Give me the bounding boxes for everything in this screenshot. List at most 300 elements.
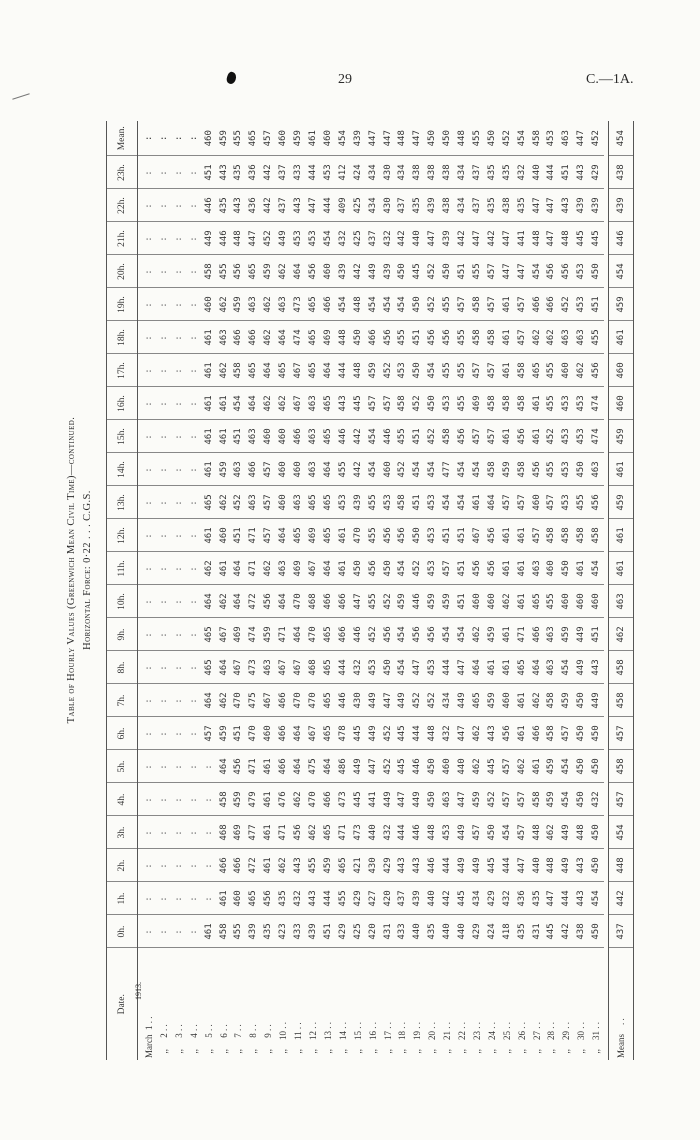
cell-value: 469 — [231, 618, 246, 651]
cell-value: 465 — [306, 288, 321, 321]
cell-value: 444 — [336, 651, 351, 684]
page-reference: C.—1A. — [586, 72, 634, 87]
table-row — [530, 121, 545, 1060]
cell-value: 460 — [589, 585, 604, 618]
cell-value: 439 — [589, 189, 604, 222]
cell-value: 465 — [291, 519, 306, 552]
cell-value: 465 — [306, 354, 321, 387]
cell-value: 453 — [425, 651, 440, 684]
cell-value: : — [187, 915, 202, 948]
cell-value: 464 — [485, 486, 500, 519]
cell-value: 450 — [425, 387, 440, 420]
cell-value: 453 — [574, 288, 589, 321]
cell-value: 438 — [425, 156, 440, 189]
cell-value: : — [172, 255, 187, 288]
row-date: ,, 26 . . — [516, 1022, 527, 1058]
cell-value: 466 — [276, 750, 291, 783]
cell-value: 463 — [276, 288, 291, 321]
cell-value: 459 — [217, 453, 232, 486]
cell-value: 448 — [574, 816, 589, 849]
cell-value: 462 — [217, 354, 232, 387]
cell-value: 461 — [202, 519, 217, 552]
cell-value: 456 — [395, 519, 410, 552]
table-row — [589, 121, 604, 1060]
table-row — [410, 121, 425, 1060]
cell-value: 464 — [217, 651, 232, 684]
cell-value: 464 — [261, 354, 276, 387]
mean-value: 437 — [609, 915, 634, 948]
cell-value: 452 — [381, 750, 396, 783]
cell-value: 464 — [231, 585, 246, 618]
cell-value: 443 — [395, 849, 410, 882]
cell-value: 445 — [395, 750, 410, 783]
cell-value: 451 — [231, 519, 246, 552]
cell-value: 458 — [395, 387, 410, 420]
cell-value: 443 — [231, 189, 246, 222]
cell-value: 453 — [425, 486, 440, 519]
mean-value: 461 — [609, 552, 634, 585]
cell-value: 440 — [425, 882, 440, 915]
table-row — [455, 121, 470, 1060]
cell-value: 434 — [366, 189, 381, 222]
cell-value: 434 — [395, 156, 410, 189]
cell-value: 467 — [291, 387, 306, 420]
cell-value: 461 — [500, 288, 515, 321]
cell-value: 465 — [515, 651, 530, 684]
cell-value: : — [187, 486, 202, 519]
cell-value: 430 — [381, 189, 396, 222]
cell-value: 443 — [485, 717, 500, 750]
cell-value: 465 — [246, 882, 261, 915]
cell-value: 446 — [336, 684, 351, 717]
cell-value: 443 — [217, 156, 232, 189]
cell-value: 461 — [261, 816, 276, 849]
cell-value: 450 — [589, 717, 604, 750]
row-mean: 460 — [202, 121, 217, 156]
cell-value: 440 — [455, 750, 470, 783]
row-date: ,, 3 . . — [173, 1024, 184, 1058]
col-header-hour: 10h. — [107, 585, 138, 618]
cell-value: 462 — [530, 684, 545, 717]
cell-value: 462 — [217, 585, 232, 618]
cell-value: 445 — [395, 717, 410, 750]
cell-value: 434 — [455, 189, 470, 222]
cell-value: 469 — [231, 816, 246, 849]
row-date: ,, 28 . . — [546, 1022, 557, 1058]
cell-value: : — [172, 882, 187, 915]
row-mean: 447 — [574, 121, 589, 156]
cell-value: 471 — [246, 750, 261, 783]
cell-value: 451 — [559, 156, 574, 189]
cell-value: 438 — [440, 189, 455, 222]
mean-value: 463 — [609, 585, 634, 618]
cell-value: 444 — [544, 156, 559, 189]
cell-value: 442 — [351, 255, 366, 288]
cell-value: 460 — [500, 684, 515, 717]
cell-value: 454 — [425, 354, 440, 387]
cell-value: : — [157, 651, 172, 684]
cell-value: 447 — [306, 189, 321, 222]
cell-value: 449 — [455, 816, 470, 849]
cell-value: 435 — [231, 156, 246, 189]
cell-value: 437 — [470, 189, 485, 222]
cell-value: 457 — [470, 420, 485, 453]
cell-value: 432 — [500, 882, 515, 915]
cell-value: 435 — [485, 156, 500, 189]
cell-value: 453 — [574, 387, 589, 420]
table-row — [515, 121, 530, 1060]
row-mean: 457 — [261, 121, 276, 156]
cell-value: : — [138, 585, 157, 618]
cell-value: : — [157, 255, 172, 288]
cell-value: 475 — [306, 750, 321, 783]
cell-value: 450 — [559, 552, 574, 585]
row-mean: 458 — [530, 121, 545, 156]
cell-value: 465 — [336, 849, 351, 882]
cell-value: 457 — [515, 486, 530, 519]
cell-value: 454 — [589, 882, 604, 915]
cell-value: 452 — [410, 552, 425, 585]
cell-value: 432 — [381, 816, 396, 849]
cell-value: 462 — [544, 816, 559, 849]
cell-value: 461 — [530, 420, 545, 453]
cell-value: 436 — [246, 189, 261, 222]
col-header-hour: 2h. — [107, 849, 138, 882]
means-label: Means . . — [609, 948, 634, 1060]
cell-value: 460 — [559, 354, 574, 387]
cell-value: 461 — [202, 915, 217, 948]
cell-value: 464 — [276, 585, 291, 618]
cell-value: 453 — [559, 486, 574, 519]
cell-value: 454 — [395, 288, 410, 321]
cell-value: 454 — [589, 552, 604, 585]
cell-value: 468 — [306, 651, 321, 684]
cell-value: 463 — [589, 453, 604, 486]
cell-value: 464 — [291, 618, 306, 651]
cell-value: 443 — [559, 189, 574, 222]
cell-value: 449 — [381, 783, 396, 816]
cell-value: 424 — [351, 156, 366, 189]
cell-value: 474 — [589, 387, 604, 420]
row-mean: 454 — [515, 121, 530, 156]
mean-value: 461 — [609, 519, 634, 552]
cell-value: 440 — [530, 849, 545, 882]
row-mean: 452 — [500, 121, 515, 156]
cell-value: : — [157, 585, 172, 618]
col-header-hour: 20h. — [107, 255, 138, 288]
cell-value: 456 — [515, 420, 530, 453]
cell-value: 444 — [321, 189, 336, 222]
cell-value: 454 — [410, 453, 425, 486]
cell-value: 448 — [351, 288, 366, 321]
row-mean: : — [138, 121, 157, 156]
col-header-hour: 21h. — [107, 222, 138, 255]
cell-value: 458 — [217, 915, 232, 948]
cell-value: : — [138, 684, 157, 717]
cell-value: 459 — [440, 585, 455, 618]
cell-value: 455 — [306, 849, 321, 882]
cell-value: 466 — [246, 321, 261, 354]
cell-value: 450 — [574, 783, 589, 816]
cell-value: : — [157, 717, 172, 750]
cell-value: 465 — [321, 684, 336, 717]
table-row — [500, 121, 515, 1060]
table-row — [440, 121, 455, 1060]
cell-value: 451 — [321, 915, 336, 948]
cell-value: : — [187, 552, 202, 585]
cell-value: 466 — [321, 783, 336, 816]
cell-value: : — [138, 453, 157, 486]
cell-value: : — [202, 849, 217, 882]
cell-value: 454 — [559, 750, 574, 783]
cell-value: 473 — [351, 816, 366, 849]
cell-value: 457 — [261, 453, 276, 486]
page-number: 29 — [338, 72, 352, 87]
cell-value: 461 — [217, 882, 232, 915]
cell-value: 447 — [544, 222, 559, 255]
cell-value: 453 — [306, 222, 321, 255]
cell-value: 455 — [544, 387, 559, 420]
cell-value: 460 — [217, 519, 232, 552]
cell-value: 444 — [395, 816, 410, 849]
table-row — [559, 121, 574, 1060]
cell-value: 429 — [336, 915, 351, 948]
cell-value: 435 — [425, 915, 440, 948]
col-header-hour: 8h. — [107, 651, 138, 684]
cell-value: 449 — [202, 222, 217, 255]
cell-value: 438 — [500, 189, 515, 222]
cell-value: 469 — [321, 321, 336, 354]
cell-value: : — [172, 783, 187, 816]
cell-value: 455 — [455, 387, 470, 420]
cell-value: 467 — [217, 618, 232, 651]
cell-value: 461 — [202, 321, 217, 354]
cell-value: 409 — [336, 189, 351, 222]
cell-value: : — [138, 420, 157, 453]
cell-value: 463 — [530, 552, 545, 585]
cell-value: 437 — [276, 156, 291, 189]
cell-value: 447 — [410, 651, 425, 684]
cell-value: 429 — [381, 849, 396, 882]
cell-value: 452 — [366, 618, 381, 651]
cell-value: 461 — [515, 717, 530, 750]
cell-value: 450 — [395, 255, 410, 288]
cell-value: 457 — [470, 816, 485, 849]
cell-value: 462 — [470, 618, 485, 651]
cell-value: : — [187, 750, 202, 783]
cell-value: 450 — [425, 750, 440, 783]
cell-value: 465 — [202, 651, 217, 684]
cell-value: 461 — [202, 354, 217, 387]
cell-value: 458 — [202, 255, 217, 288]
cell-value: 454 — [500, 816, 515, 849]
cell-value: 457 — [261, 486, 276, 519]
cell-value: 463 — [261, 651, 276, 684]
cell-value: 465 — [246, 354, 261, 387]
cell-value: 453 — [381, 486, 396, 519]
cell-value: 447 — [544, 189, 559, 222]
cell-value: : — [172, 321, 187, 354]
cell-value: 457 — [261, 519, 276, 552]
mean-value: 439 — [609, 189, 634, 222]
cell-value: 478 — [336, 717, 351, 750]
cell-value: 456 — [261, 882, 276, 915]
row-mean: 448 — [395, 121, 410, 156]
cell-value: 454 — [395, 552, 410, 585]
cell-value: 454 — [395, 651, 410, 684]
cell-value: 468 — [306, 585, 321, 618]
cell-value: 461 — [515, 552, 530, 585]
cell-value: : — [187, 519, 202, 552]
cell-value: 461 — [530, 750, 545, 783]
cell-value: 474 — [246, 618, 261, 651]
cell-value: 460 — [470, 585, 485, 618]
cell-value: 453 — [574, 255, 589, 288]
col-header-hour: 14h. — [107, 453, 138, 486]
row-date: ,, 4 . . — [188, 1024, 199, 1058]
row-date: ,, 17 . . — [382, 1022, 393, 1058]
cell-value: 455 — [455, 354, 470, 387]
cell-value: 456 — [231, 255, 246, 288]
cell-value: 454 — [381, 288, 396, 321]
cell-value: 461 — [202, 420, 217, 453]
table-row — [574, 121, 589, 1060]
cell-value: 445 — [485, 750, 500, 783]
cell-value: 462 — [470, 717, 485, 750]
cell-value: 472 — [246, 585, 261, 618]
cell-value: 457 — [470, 354, 485, 387]
row-date: ,, 27 . . — [531, 1022, 542, 1058]
col-header-hour: 4h. — [107, 783, 138, 816]
cell-value: 462 — [530, 321, 545, 354]
cell-value: 450 — [410, 519, 425, 552]
cell-value: 455 — [366, 486, 381, 519]
cell-value: 470 — [291, 585, 306, 618]
cell-value: 466 — [530, 618, 545, 651]
cell-value: : — [187, 618, 202, 651]
mean-value: 461 — [609, 453, 634, 486]
row-mean: 459 — [217, 121, 232, 156]
cell-value: 456 — [440, 321, 455, 354]
year-label: 1913. — [134, 982, 143, 1000]
cell-value: 447 — [515, 849, 530, 882]
col-header-hour: 5h. — [107, 750, 138, 783]
cell-value: 458 — [515, 453, 530, 486]
row-mean: 463 — [559, 121, 574, 156]
mean-value: 458 — [609, 750, 634, 783]
cell-value: : — [157, 156, 172, 189]
cell-value: 463 — [544, 651, 559, 684]
cell-value: 467 — [306, 717, 321, 750]
cell-value: 432 — [440, 717, 455, 750]
cell-value: 451 — [589, 288, 604, 321]
row-date: ,, 12 . . — [307, 1022, 318, 1058]
cell-value: 459 — [544, 783, 559, 816]
cell-value: 470 — [351, 519, 366, 552]
cell-value: 474 — [589, 420, 604, 453]
cell-value: 461 — [515, 519, 530, 552]
cell-value: 458 — [544, 684, 559, 717]
cell-value: 454 — [366, 288, 381, 321]
cell-value: : — [172, 222, 187, 255]
cell-value: 433 — [291, 915, 306, 948]
cell-value: : — [138, 849, 157, 882]
cell-value: 460 — [321, 255, 336, 288]
cell-value: 430 — [366, 849, 381, 882]
cell-value: : — [172, 519, 187, 552]
row-date: ,, 15 . . — [352, 1022, 363, 1058]
row-mean: 459 — [291, 121, 306, 156]
cell-value: 464 — [291, 255, 306, 288]
cell-value: 447 — [246, 222, 261, 255]
cell-value: 471 — [336, 816, 351, 849]
cell-value: 460 — [276, 486, 291, 519]
cell-value: 459 — [231, 288, 246, 321]
cell-value: 457 — [500, 750, 515, 783]
mean-value: 460 — [609, 387, 634, 420]
cell-value: 439 — [381, 255, 396, 288]
cell-value: 451 — [231, 717, 246, 750]
cell-value: : — [157, 618, 172, 651]
cell-value: : — [157, 816, 172, 849]
cell-value: 458 — [544, 519, 559, 552]
cell-value: 486 — [336, 750, 351, 783]
cell-value: 435 — [515, 189, 530, 222]
cell-value: : — [187, 816, 202, 849]
cell-value: 462 — [276, 255, 291, 288]
cell-value: 457 — [485, 255, 500, 288]
mean-value: 460 — [609, 354, 634, 387]
cell-value: 466 — [530, 288, 545, 321]
cell-value: 462 — [306, 816, 321, 849]
cell-value: 465 — [321, 420, 336, 453]
cell-value: 477 — [440, 453, 455, 486]
cell-value: : — [138, 156, 157, 189]
row-date: ,, 11 . . — [293, 1022, 304, 1058]
cell-value: 453 — [291, 222, 306, 255]
cell-value: 448 — [336, 321, 351, 354]
cell-value: 458 — [515, 354, 530, 387]
cell-value: 464 — [321, 453, 336, 486]
cell-value: 458 — [530, 783, 545, 816]
row-date: ,, 31 . . — [591, 1022, 602, 1058]
cell-value: 466 — [276, 717, 291, 750]
cell-value: 465 — [321, 618, 336, 651]
cell-value: : — [157, 486, 172, 519]
cell-value: 451 — [589, 618, 604, 651]
cell-value: : — [157, 387, 172, 420]
cell-value: 456 — [261, 585, 276, 618]
mean-value: 438 — [609, 156, 634, 189]
cell-value: 438 — [410, 156, 425, 189]
cell-value: : — [187, 651, 202, 684]
cell-value: 458 — [485, 453, 500, 486]
cell-value: 463 — [246, 486, 261, 519]
cell-value: 455 — [336, 453, 351, 486]
cell-value: 447 — [425, 222, 440, 255]
table-subtitle: Horizontal Force: 0·22 . . . C.G.S. — [82, 490, 93, 650]
cell-value: 437 — [366, 222, 381, 255]
cell-value: 442 — [455, 222, 470, 255]
cell-value: 459 — [261, 255, 276, 288]
cell-value: 465 — [202, 486, 217, 519]
cell-value: 469 — [291, 552, 306, 585]
col-header-hour: 7h. — [107, 684, 138, 717]
cell-value: : — [172, 915, 187, 948]
cell-value: 461 — [500, 651, 515, 684]
cell-value: 455 — [395, 420, 410, 453]
cell-value: 455 — [574, 486, 589, 519]
